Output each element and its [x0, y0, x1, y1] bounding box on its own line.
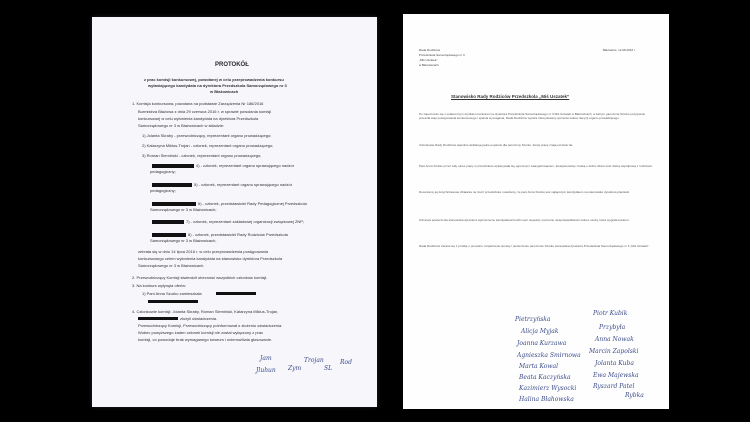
- signature: Jolanta Kuba: [595, 360, 634, 367]
- statement-paragraph: Rada Rodziców zwraca się z prośbą o ponowne rozpatrzenie sprawy i powierzenie pani Annie Szurko stanowiska dyrektora Przedszkola Samorządowego nr 3 „Miś Uszatek”.: [419, 244, 650, 248]
- statement-paragraph: Po zapoznaniu się z ostatecznym wynikiem konkursu na dyrektora Przedszkola Samorządowego nr 3 Miś Uszatek w Błażowicach, w którym pani Anna Szurko pozytywnie przeszła etap postępowania konkursowego i spełnia wymagania, Rada Rodziców wyraża zdecydowany sprzeciw wobec decyzji organu prowadzącego.: [419, 112, 646, 121]
- document-date: Błażowice, 12.08.2016 r.: [603, 48, 636, 52]
- protocol-line: 1) Jolanta Skraby - przewodniczący, reprezentant organu prowadzącego;: [142, 133, 272, 138]
- protocol-line: 7) - członek, reprezentant zakładowej organizacji związkowej ZNP;: [186, 219, 305, 224]
- addressee-line: „Miś Uszatek”: [419, 58, 438, 62]
- protocol-line: Burmistrza Błażowa z dnia 29 czerwca 2016 r. w sprawie powołania komisji: [138, 109, 272, 114]
- protocol-line: konkursowej w celu wyłonienia kandydata na dyrektora Przedszkola: [138, 116, 259, 121]
- protocol-line: Samorządowego nr 3 w Błażowicach,: [150, 238, 217, 243]
- statement-title: Stanowisko Rady Rodziców Przedszkola „Miś Uszatek”: [451, 94, 570, 99]
- signature: Halina Błahowska: [519, 396, 574, 403]
- protocol-line: 4. Członkowie komisji: Jolanta Skraby, Roman Siemiński, Katarzyna Miklus-Trojan,: [132, 309, 279, 314]
- protocol-title: PROTOKÓŁ: [215, 62, 249, 68]
- protocol-line: konkursowego celem wyłonienia kandydata na stanowisko dyrektora Przedszkola: [138, 256, 283, 261]
- protocol-document: [92, 17, 377, 407]
- addressee-line: Rada Rodziców: [419, 48, 441, 52]
- signature: Piotr Kubik: [593, 310, 628, 317]
- signature: Kazimierz Wysocki: [519, 385, 577, 392]
- signature: Pietrzyńska: [515, 316, 551, 323]
- protocol-line: 1. Komisja konkursowa, powołana na podstawie Zarządzenia Nr 186/2016: [132, 101, 264, 106]
- signature: Rybka: [625, 392, 644, 399]
- redaction-bar: [152, 233, 186, 237]
- statement-paragraph: Członkowie Rady Rodziców wspólnie deklarują pełne poparcie dla pani Anny Szurko, której pracę znają od wielu lat.: [419, 143, 574, 147]
- protocol-line: 3. Na konkurs wpłynęła oferta:: [132, 283, 186, 288]
- signature: Marta Kowal: [519, 363, 559, 370]
- protocol-subtitle-line: wyłaniającego kandydata na dyrektora Przedszkola Samorządowego nr 3: [148, 83, 287, 88]
- protocol-line: 4) - członek, reprezentant organu sprawującego nadzór: [196, 163, 295, 168]
- signature: Beata Kaczyńska: [519, 374, 571, 381]
- signature: Anna Nowak: [595, 336, 634, 343]
- signature: Jam: [260, 355, 272, 362]
- protocol-line: pedagogiczny;: [150, 169, 176, 174]
- parents-council-statement: [403, 14, 669, 409]
- redaction-bar: [152, 183, 192, 187]
- statement-paragraph: Odmowa powierzenia stanowiska dyrektora wyłonionemu kandydatowi budzi nasz niepokój i poczucie niesprawiedliwości wobec osoby, która wygrała konkurs.: [419, 218, 630, 222]
- redaction-bar: [152, 220, 184, 224]
- protocol-line: 2) Katarzyna Miklus-Trojan - członek, reprezentant organu prowadzącego;: [142, 143, 274, 148]
- protocol-line: 1) Pani Anna Szurko zamieszkała: [142, 291, 202, 296]
- protocol-line: 8) - członek, przedstawiciel Rady Rodziców Przedszkola: [188, 232, 288, 237]
- protocol-line: komisji, co powoduje brak wymaganego kworum i uniemożliwia głosowanie.: [138, 337, 273, 342]
- signature: Przybyła: [599, 324, 626, 331]
- signature: SL: [324, 365, 333, 372]
- protocol-line: Przewodniczący Komisji, Przewodniczący poinformował o złożeniu oświadczenia.: [138, 323, 283, 328]
- protocol-line: Wobec powyższego żaden członek komisji nie został wyłączony z prac: [138, 330, 264, 335]
- protocol-line: 5) - członek, reprezentant organu sprawującego nadzór: [194, 182, 293, 187]
- signature: Ewa Majewska: [593, 372, 639, 379]
- protocol-line: zebrała się w dniu 14 lipca 2016 r. w celu przeprowadzenia postępowania: [138, 249, 269, 254]
- redaction-bar: [216, 292, 256, 295]
- signature: Ryszard Patel: [593, 383, 635, 390]
- redaction-bar: [152, 164, 194, 168]
- addressee-line: w Błażowicach: [419, 63, 439, 67]
- statement-paragraph: Doceniamy jej dotychczasowe działania na rzecz przedszkola i uważamy, że pani Anna Szurko jest najlepszym kandydatem na stanowisko dyrektora placówki.: [419, 190, 630, 194]
- protocol-subtitle-line: z prac komisji konkursowej, powołanej w celu przeprowadzenia konkursu: [144, 77, 284, 82]
- signature: Joanna Kurzawa: [517, 340, 567, 347]
- protocol-line: pedagogiczny;: [150, 188, 176, 193]
- redaction-bar: [152, 202, 196, 206]
- protocol-line: 2. Przewodniczący Komisji stwierdził obecność wszystkich członków komisji.: [132, 275, 268, 280]
- addressee-line: Przedszkola Samorządowego nr 3: [419, 53, 465, 57]
- signature: Marcin Zapolski: [589, 348, 639, 355]
- signature: Jluhun: [256, 367, 276, 374]
- protocol-line: złożyli oświadczenia.: [180, 316, 218, 321]
- protocol-line: Samorządowego nr 3 w Błażowicach.: [138, 263, 205, 268]
- protocol-line: 6) - członek, przedstawiciel Rady Pedagogicznej Przedszkola: [198, 201, 307, 206]
- signature: Trojan: [304, 357, 324, 364]
- signature: Rod: [340, 359, 352, 366]
- signature: Zym: [288, 365, 302, 372]
- signature: Agnieszka Smirnowa: [517, 352, 581, 359]
- statement-paragraph: Pani Anna Szurko przez cały okres pracy w przedszkolu wykazywała się ogromnym zaangażowaniem, kreatywnością i troską o dobro dzieci oraz dobrą współpracą z rodzicami.: [419, 164, 653, 168]
- protocol-line: 3) Roman Siemiński - członek, reprezentant organu prowadzącego;: [142, 153, 262, 158]
- protocol-line: Samorządowego nr 3 w Błażowicach w składzie:: [138, 123, 225, 128]
- protocol-line: Samorządowego nr 3 w Błażowicach;: [150, 207, 217, 212]
- protocol-subtitle-line: w Błażowicach: [210, 89, 239, 94]
- signature: Alicja Myjak: [521, 328, 559, 335]
- redaction-bar: [148, 300, 198, 303]
- redaction-bar: [138, 317, 178, 320]
